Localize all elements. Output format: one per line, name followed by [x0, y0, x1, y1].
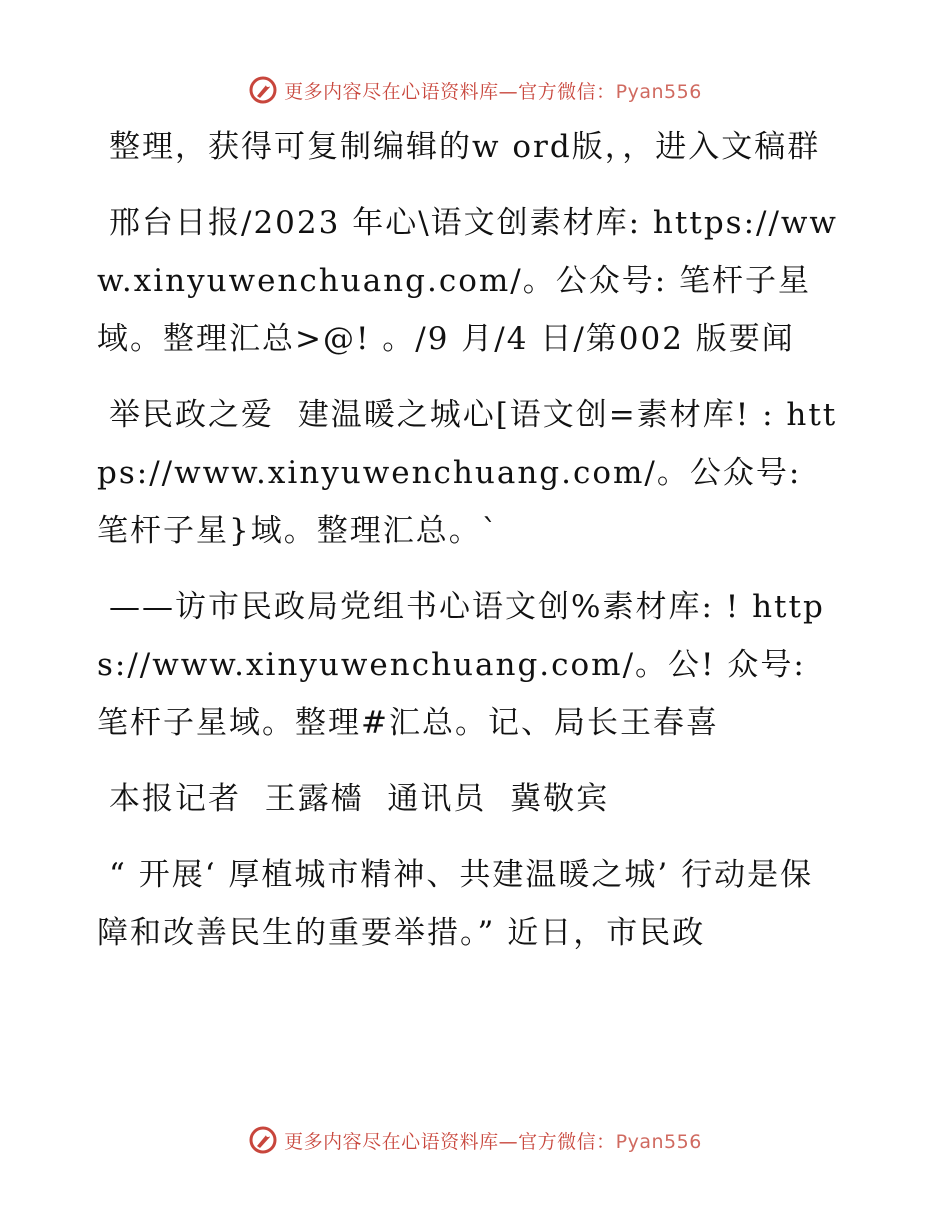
- paragraph-intro: 整理，获得可复制编辑的w ord版，，进入文稿群: [109, 129, 821, 165]
- banner-promo-text: 更多内容尽在心语资料库—官方微信：: [284, 80, 616, 103]
- banner-text: [284, 1127, 702, 1154]
- banner-text: [284, 77, 702, 104]
- paragraph-subheadline: ——访市民政局党组书心语文创%素材库: ! https://www.xinyuwenchuang.com/。公! 众号: 笔杆子星域。整理#汇总。记、局长王春喜: [97, 589, 825, 741]
- document-body: [97, 118, 842, 980]
- banner-wechat-id: Pyan556: [615, 1130, 702, 1153]
- footer-banner: [0, 1120, 950, 1160]
- banner-wechat-id: Pyan556: [615, 80, 702, 103]
- banner-promo-text: 更多内容尽在心语资料库—官方微信：: [284, 1130, 616, 1153]
- paragraph-source: 邢台日报/2023 年心\语文创素材库: https://www.xinyuwenchuang.com/。公众号: 笔杆子星域。整理汇总>@! 。/9 月/4 日/第002 版要闻: [97, 205, 838, 357]
- pen-logo-icon: [248, 75, 278, 105]
- paragraph-byline: 本报记者 王露檣 通讯员 冀敬宾: [109, 781, 610, 817]
- paragraph-body: “ 开展‘ 厚植城市精神、共建温暖之城’ 行动是保障和改善民生的重要举措。” 近日，市民政: [97, 857, 814, 951]
- header-banner: [0, 70, 950, 110]
- pen-logo-icon: [248, 1125, 278, 1155]
- paragraph-headline: 举民政之爱 建温暖之城心[语文创=素材库! : https://www.xinyuwenchuang.com/。公众号: 笔杆子星}域。整理汇总。`: [97, 397, 838, 549]
